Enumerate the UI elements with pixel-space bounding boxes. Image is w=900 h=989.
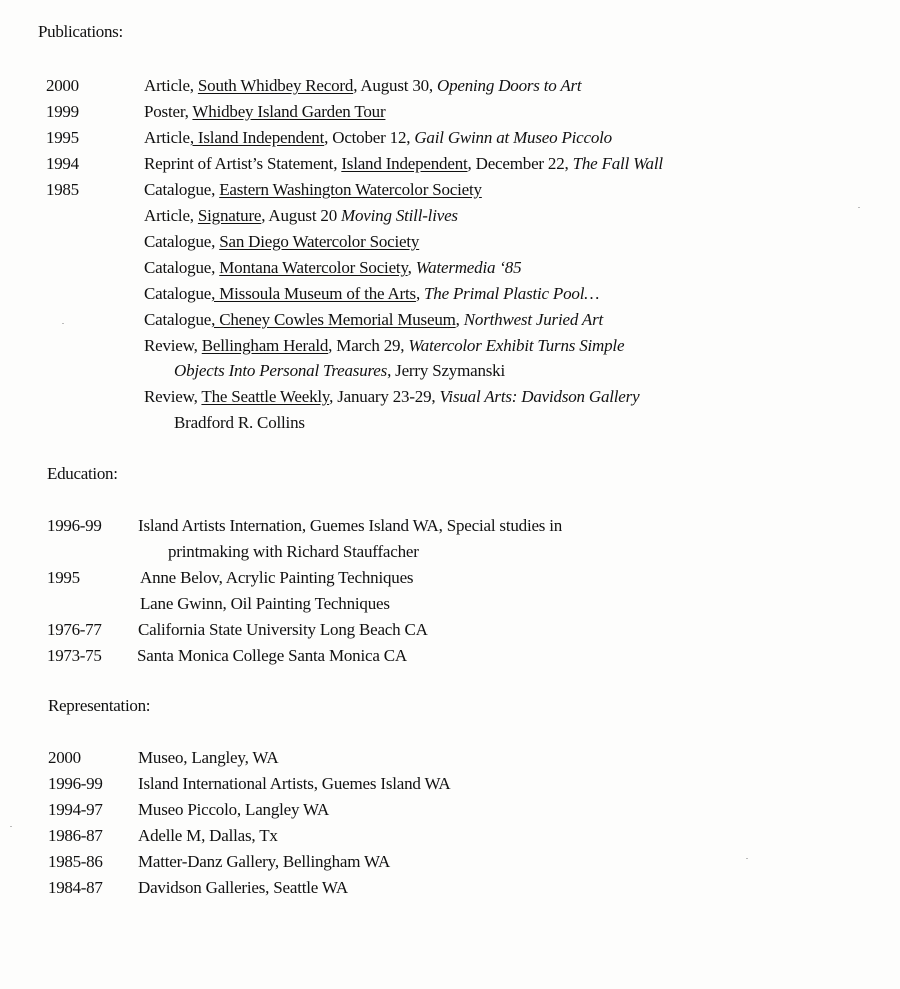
pub-title: Watercolor Exhibit Turns Simple (408, 336, 625, 355)
pub-date: , March 29, (328, 336, 409, 355)
edu-entry: Lane Gwinn, Oil Painting Techniques (140, 594, 390, 613)
pub-type: Review, (144, 336, 202, 355)
pub-type: Article (144, 128, 190, 147)
edu-entry: Island Artists Internation, Guemes Island WA, Special studies in (138, 516, 563, 535)
rep-year: 1994-97 (48, 800, 103, 819)
pub-year: 2000 (46, 76, 79, 95)
pub-entry (144, 101, 385, 123)
pub-type: Catalogue, (144, 180, 220, 199)
pub-entry (144, 153, 663, 175)
pub-entry (144, 205, 458, 227)
pub-type: Catalogue (144, 284, 212, 303)
pub-type: Review, (144, 387, 202, 406)
rep-year: 1986-87 (48, 826, 103, 845)
pub-type: Catalogue, (144, 258, 220, 277)
edu-year: 1996-99 (47, 516, 102, 535)
pub-title: Watermedia ‘85 (415, 258, 522, 277)
pub-entry (144, 75, 581, 97)
rep-year: 1984-87 (48, 878, 103, 897)
rep-entry: Adelle M, Dallas, Tx (138, 826, 278, 845)
pub-entry-continuation (174, 360, 505, 382)
pub-date: , (407, 258, 416, 277)
publications-heading: Publications: (38, 22, 123, 41)
pub-year: 1995 (46, 128, 79, 147)
pub-title: Objects Into Personal Treasures (174, 361, 388, 380)
pub-date: , (455, 310, 464, 329)
pub-entry (144, 231, 419, 253)
pub-entry (144, 257, 521, 279)
pub-title: Gail Gwinn at Museo Piccolo (414, 128, 612, 147)
pub-source: Montana Watercolor Society (219, 258, 408, 277)
rep-entry: Museo, Langley, WA (138, 748, 279, 767)
scan-speck (858, 207, 860, 208)
pub-type: Article, (144, 76, 198, 95)
rep-year: 1996-99 (48, 774, 103, 793)
pub-source: San Diego Watercolor Society (219, 232, 420, 251)
pub-source: Bellingham Herald (201, 336, 329, 355)
pub-title: Visual Arts: Davidson Gallery (439, 387, 640, 406)
pub-source: Whidbey Island Garden Tour (192, 102, 386, 121)
pub-source: The Seattle Weekly (201, 387, 330, 406)
education-heading: Education: (47, 464, 118, 483)
pub-date: , October 12, (324, 128, 415, 147)
pub-type: Catalogue (144, 310, 212, 329)
pub-entry (144, 283, 599, 305)
pub-year: 1994 (46, 154, 79, 173)
pub-author: , Jerry Szymanski (387, 361, 506, 380)
pub-entry (144, 335, 624, 357)
rep-entry: Island International Artists, Guemes Island WA (138, 774, 451, 793)
rep-year: 1985-86 (48, 852, 103, 871)
pub-source: , Missoula Museum of the Arts (211, 284, 416, 303)
pub-type: Poster, (144, 102, 193, 121)
pub-entry (144, 309, 603, 331)
rep-entry: Davidson Galleries, Seattle WA (138, 878, 348, 897)
edu-year: 1976-77 (47, 620, 102, 639)
pub-entry (144, 179, 482, 201)
pub-source: , Cheney Cowles Memorial Museum (211, 310, 456, 329)
pub-date: , (415, 284, 425, 303)
pub-source: , Island Independent (189, 128, 325, 147)
pub-entry (144, 127, 612, 149)
pub-source: South Whidbey Record (197, 76, 354, 95)
pub-type: Article, (144, 206, 198, 225)
rep-entry: Museo Piccolo, Langley WA (138, 800, 330, 819)
edu-entry: Santa Monica College Santa Monica CA (137, 646, 407, 665)
scan-speck (10, 826, 12, 827)
pub-title: Northwest Juried Art (463, 310, 604, 329)
pub-source: Island Independent (341, 154, 468, 173)
edu-entry-continuation: printmaking with Richard Stauffacher (168, 542, 419, 561)
rep-year: 2000 (48, 748, 81, 767)
edu-year: 1995 (47, 568, 80, 587)
scan-speck (62, 323, 64, 324)
pub-entry (144, 386, 639, 408)
representation-heading: Representation: (48, 696, 151, 715)
pub-title: Moving Still-lives (341, 206, 458, 225)
scan-speck (746, 858, 748, 859)
edu-entry: Anne Belov, Acrylic Painting Techniques (140, 568, 414, 587)
pub-type: Reprint of Artist’s Statement, (144, 154, 342, 173)
pub-title: The Primal Plastic Pool… (424, 284, 600, 303)
pub-date: , August 20 (261, 206, 342, 225)
pub-entry-continuation (174, 412, 305, 434)
pub-title: The Fall Wall (572, 154, 663, 173)
pub-year: 1999 (46, 102, 79, 121)
pub-source: Signature (197, 206, 262, 225)
rep-entry: Matter-Danz Gallery, Bellingham WA (138, 852, 391, 871)
pub-source: Eastern Washington Watercolor Society (219, 180, 482, 199)
pub-title: Opening Doors to Art (437, 76, 582, 95)
pub-type: Catalogue, (144, 232, 220, 251)
edu-entry: California State University Long Beach CA (138, 620, 428, 639)
pub-date: , January 23-29, (329, 387, 440, 406)
pub-year: 1985 (46, 180, 79, 199)
edu-year: 1973-75 (47, 646, 102, 665)
pub-date: , August 30, (353, 76, 438, 95)
pub-date: , December 22, (467, 154, 573, 173)
pub-author: Bradford R. Collins (174, 413, 305, 432)
